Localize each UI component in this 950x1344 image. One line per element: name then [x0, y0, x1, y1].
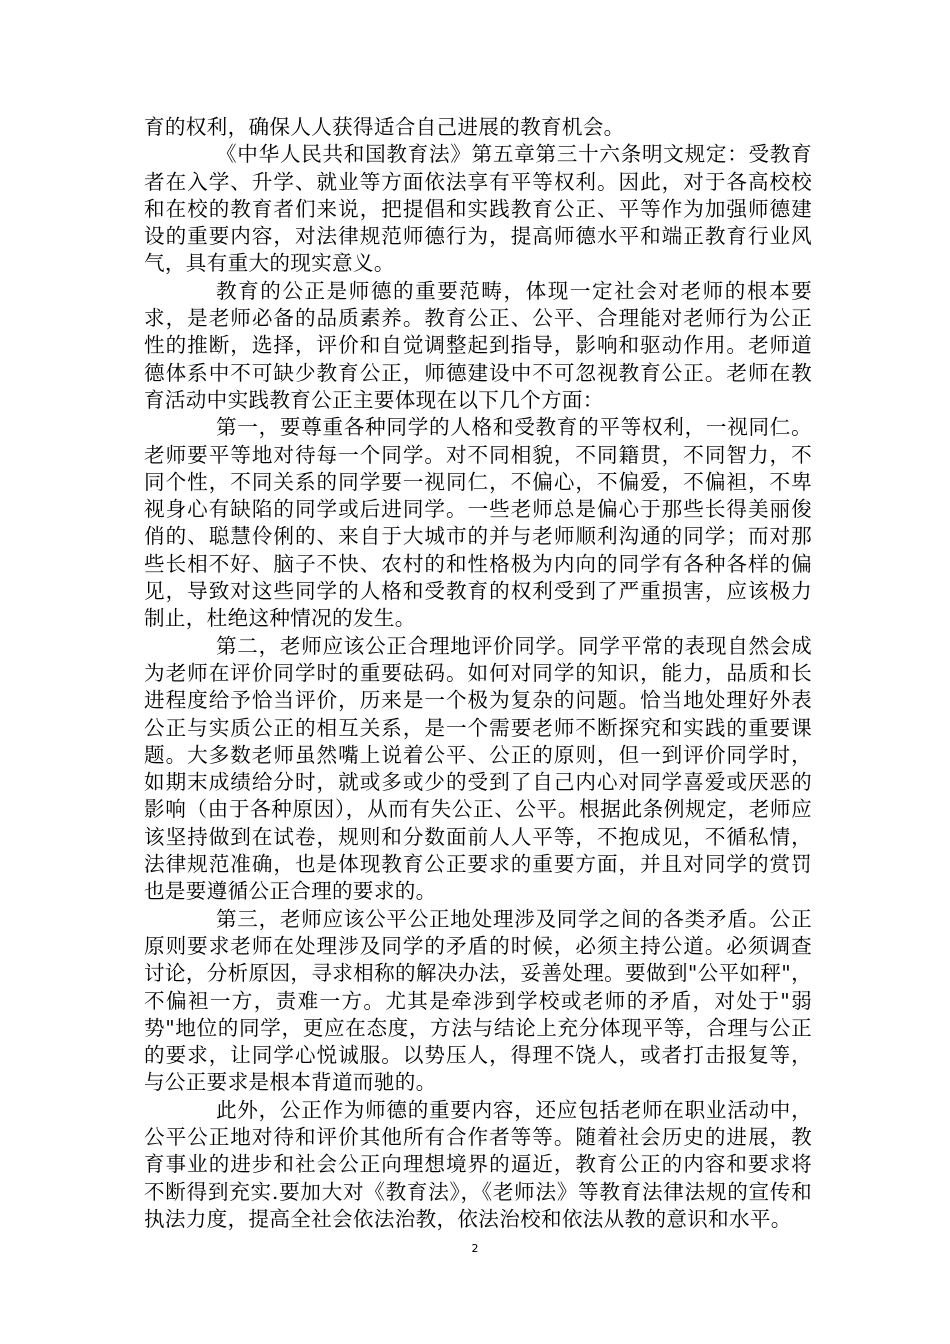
paragraph-education-fairness: 教育的公正是师德的重要范畴，体现一定社会对老师的根本要求，是老师必备的品质素养。教育公正、公平、合理能对老师行为公正性的推断，选择，评价和自觉调整起到指导，影响和驱动作用。老师道德体系中不可缺少教育公正，师德建设中不可忽视教育公正。老师在教育活动中实践教育公正主要体现在以下几个方面：	[144, 278, 812, 412]
paragraph-education-law: 《中华人民共和国教育法》第五章第三十六条明文规定：受教育者在入学、升学、就业等方面依法享有平等权利。因此，对于各高校校和在校的教育者们来说，把提倡和实践教育公正、平等作为加强师德建设的重要内容，对法律规范师德行为，提高师德水平和端正教育行业风气，具有重大的现实意义。	[144, 142, 812, 276]
paragraph-point-two: 第二，老师应该公正合理地评价同学。同学平常的表现自然会成为老师在评价同学时的重要砝码。如何对同学的知识，能力，品质和长进程度给予恰当评价，历来是一个极为复杂的问题。恰当地处理好外表公正与实质公正的相互关系，是一个需要老师不断探究和实践的重要课题。大多数老师虽然嘴上说着公平、公正的原则，但一到评价同学时，如期末成绩给分时，就或多或少的受到了自己内心对同学喜爱或厌恶的影响（由于各种原因），从而有失公正、公平。根据此条例规定，老师应该坚持做到在试卷，规则和分数面前人人平等，不抱成见，不循私情，法律规范准确，也是体现教育公正要求的重要方面，并且对同学的赏罚也是要遵循公正合理的要求的。	[144, 633, 812, 904]
page-number: 2	[471, 1242, 479, 1255]
paragraph-continuation: 育的权利，确保人人获得适合自己进展的教育机会。	[144, 115, 625, 139]
paragraph-point-three: 第三，老师应该公平公正地处理涉及同学之间的各类矛盾。公正原则要求老师在处理涉及同学的矛盾的时候，必须主持公道。必须调查讨论，分析原因，寻求相称的解决办法，妥善处理。要做到"公平如秤"，不偏袒一方，责难一方。尤其是牵涉到学校或老师的矛盾，对处于"弱势"地位的同学，更应在态度，方法与结论上充分体现平等，合理与公正的要求，让同学心悦诚服。以势压人，得理不饶人，或者打击报复等，与公正要求是根本背道而驰的。	[144, 906, 812, 1095]
paragraph-point-one: 第一，要尊重各种同学的人格和受教育的平等权利，一视同仁。老师要平等地对待每一个同学。对不同相貌，不同籍贯，不同智力，不同个性，不同关系的同学要一视同仁，不偏心，不偏爱，不偏袒，不卑视身心有缺陷的同学或后进同学。一些老师总是偏心于那些长得美丽俊俏的、聪慧伶俐的、来自于大城市的并与老师顺利沟通的同学；而对那些长相不好、脑子不快、农村的和性格极为内向的同学有各种各样的偏见，导致对这些同学的人格和受教育的权利受到了严重损害，应该极力制止，杜绝这种情况的发生。	[144, 415, 812, 631]
body-text	[144, 114, 812, 1233]
paragraph-conclusion: 此外，公正作为师德的重要内容，还应包括老师在职业活动中，公平公正地对待和评价其他所有合作者等等。随着社会历史的进展，教育事业的进步和社会公正向理想境界的逼近，教育公正的内容和要求将不断得到充实.要加大对《教育法》，《老师法》等教育法律法规的宣传和执法力度，提高全社会依法治教，依法治校和依法从教的意识和水平。	[144, 1097, 812, 1231]
